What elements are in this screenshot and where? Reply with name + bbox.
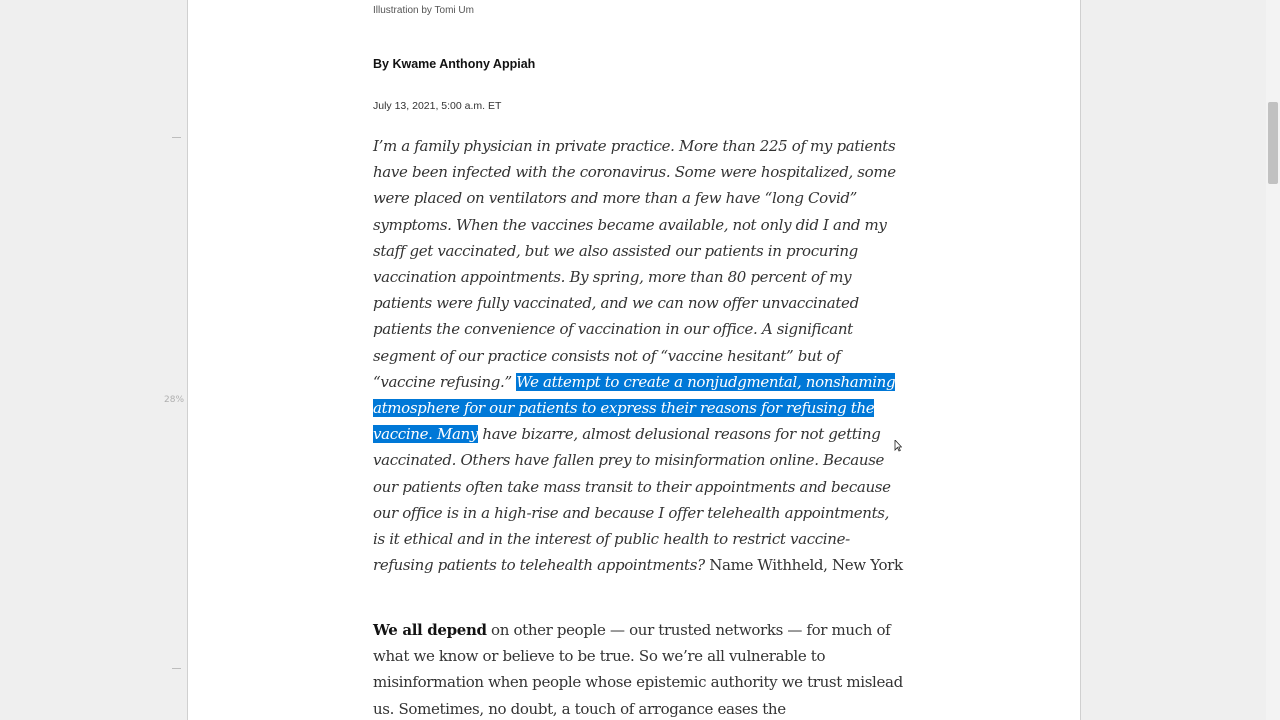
letter-signature: Name Withheld, New York <box>709 556 903 575</box>
right-gutter <box>1080 0 1266 720</box>
dateline: July 13, 2021, 5:00 a.m. ET <box>373 100 502 112</box>
text-cursor-icon <box>894 440 902 452</box>
answer-body: on other people — our trusted networks — for much of what we know or believe to be true. So we’re all vulnerable to misinformation when people whose epistemic authority we trust mislead us. Sometimes, no doubt, a touch of arrogance eases the <box>373 621 903 718</box>
ethicist-answer[interactable] <box>373 617 903 720</box>
selected-text[interactable]: We attempt to create a nonjudgmental, nonshaming atmosphere for our patients to express their reasons for refusing the vaccine. Many <box>373 372 896 444</box>
scrollbar-thumb[interactable] <box>1268 102 1278 184</box>
letter-text: I’m a family physician in private practice. More than 225 of my patients have been infected with the coronavirus. Some were hospitalized, some were placed on ventilators and more than a few have “long Covid” symptoms. When the vaccines became available, not only did I and my staff get vaccinated, but we also assisted our patients in procuring vaccination appointments. By spring, more than 80 percent of my patients were fully vaccinated, and we can now offer unvaccinated patients the convenience of vaccination in our office. A significant segment of our practice consists not of “vaccine hesitant” but of “vaccine refusing.” <box>373 137 896 391</box>
illustration-credit: Illustration by Tomi Um <box>373 5 474 16</box>
byline: By Kwame Anthony Appiah <box>373 57 536 71</box>
zoom-level-label: 28% <box>164 395 185 405</box>
letter-text-continued: have bizarre, almost delusional reasons for not getting vaccinated. Others have fallen prey to misinformation online. Because our patients often take mass transit to their appointments and because our office is in a high-rise and because I offer telehealth appointments, is it ethical and in the interest of public health to restrict vaccine-refusing patients to telehealth appointments? <box>373 425 891 575</box>
document-page <box>187 0 1081 720</box>
left-gutter <box>0 0 187 720</box>
reader-letter[interactable] <box>373 133 903 578</box>
gutter-tick <box>172 137 181 138</box>
gutter-tick <box>172 668 181 669</box>
answer-lead: We all depend <box>373 621 487 639</box>
